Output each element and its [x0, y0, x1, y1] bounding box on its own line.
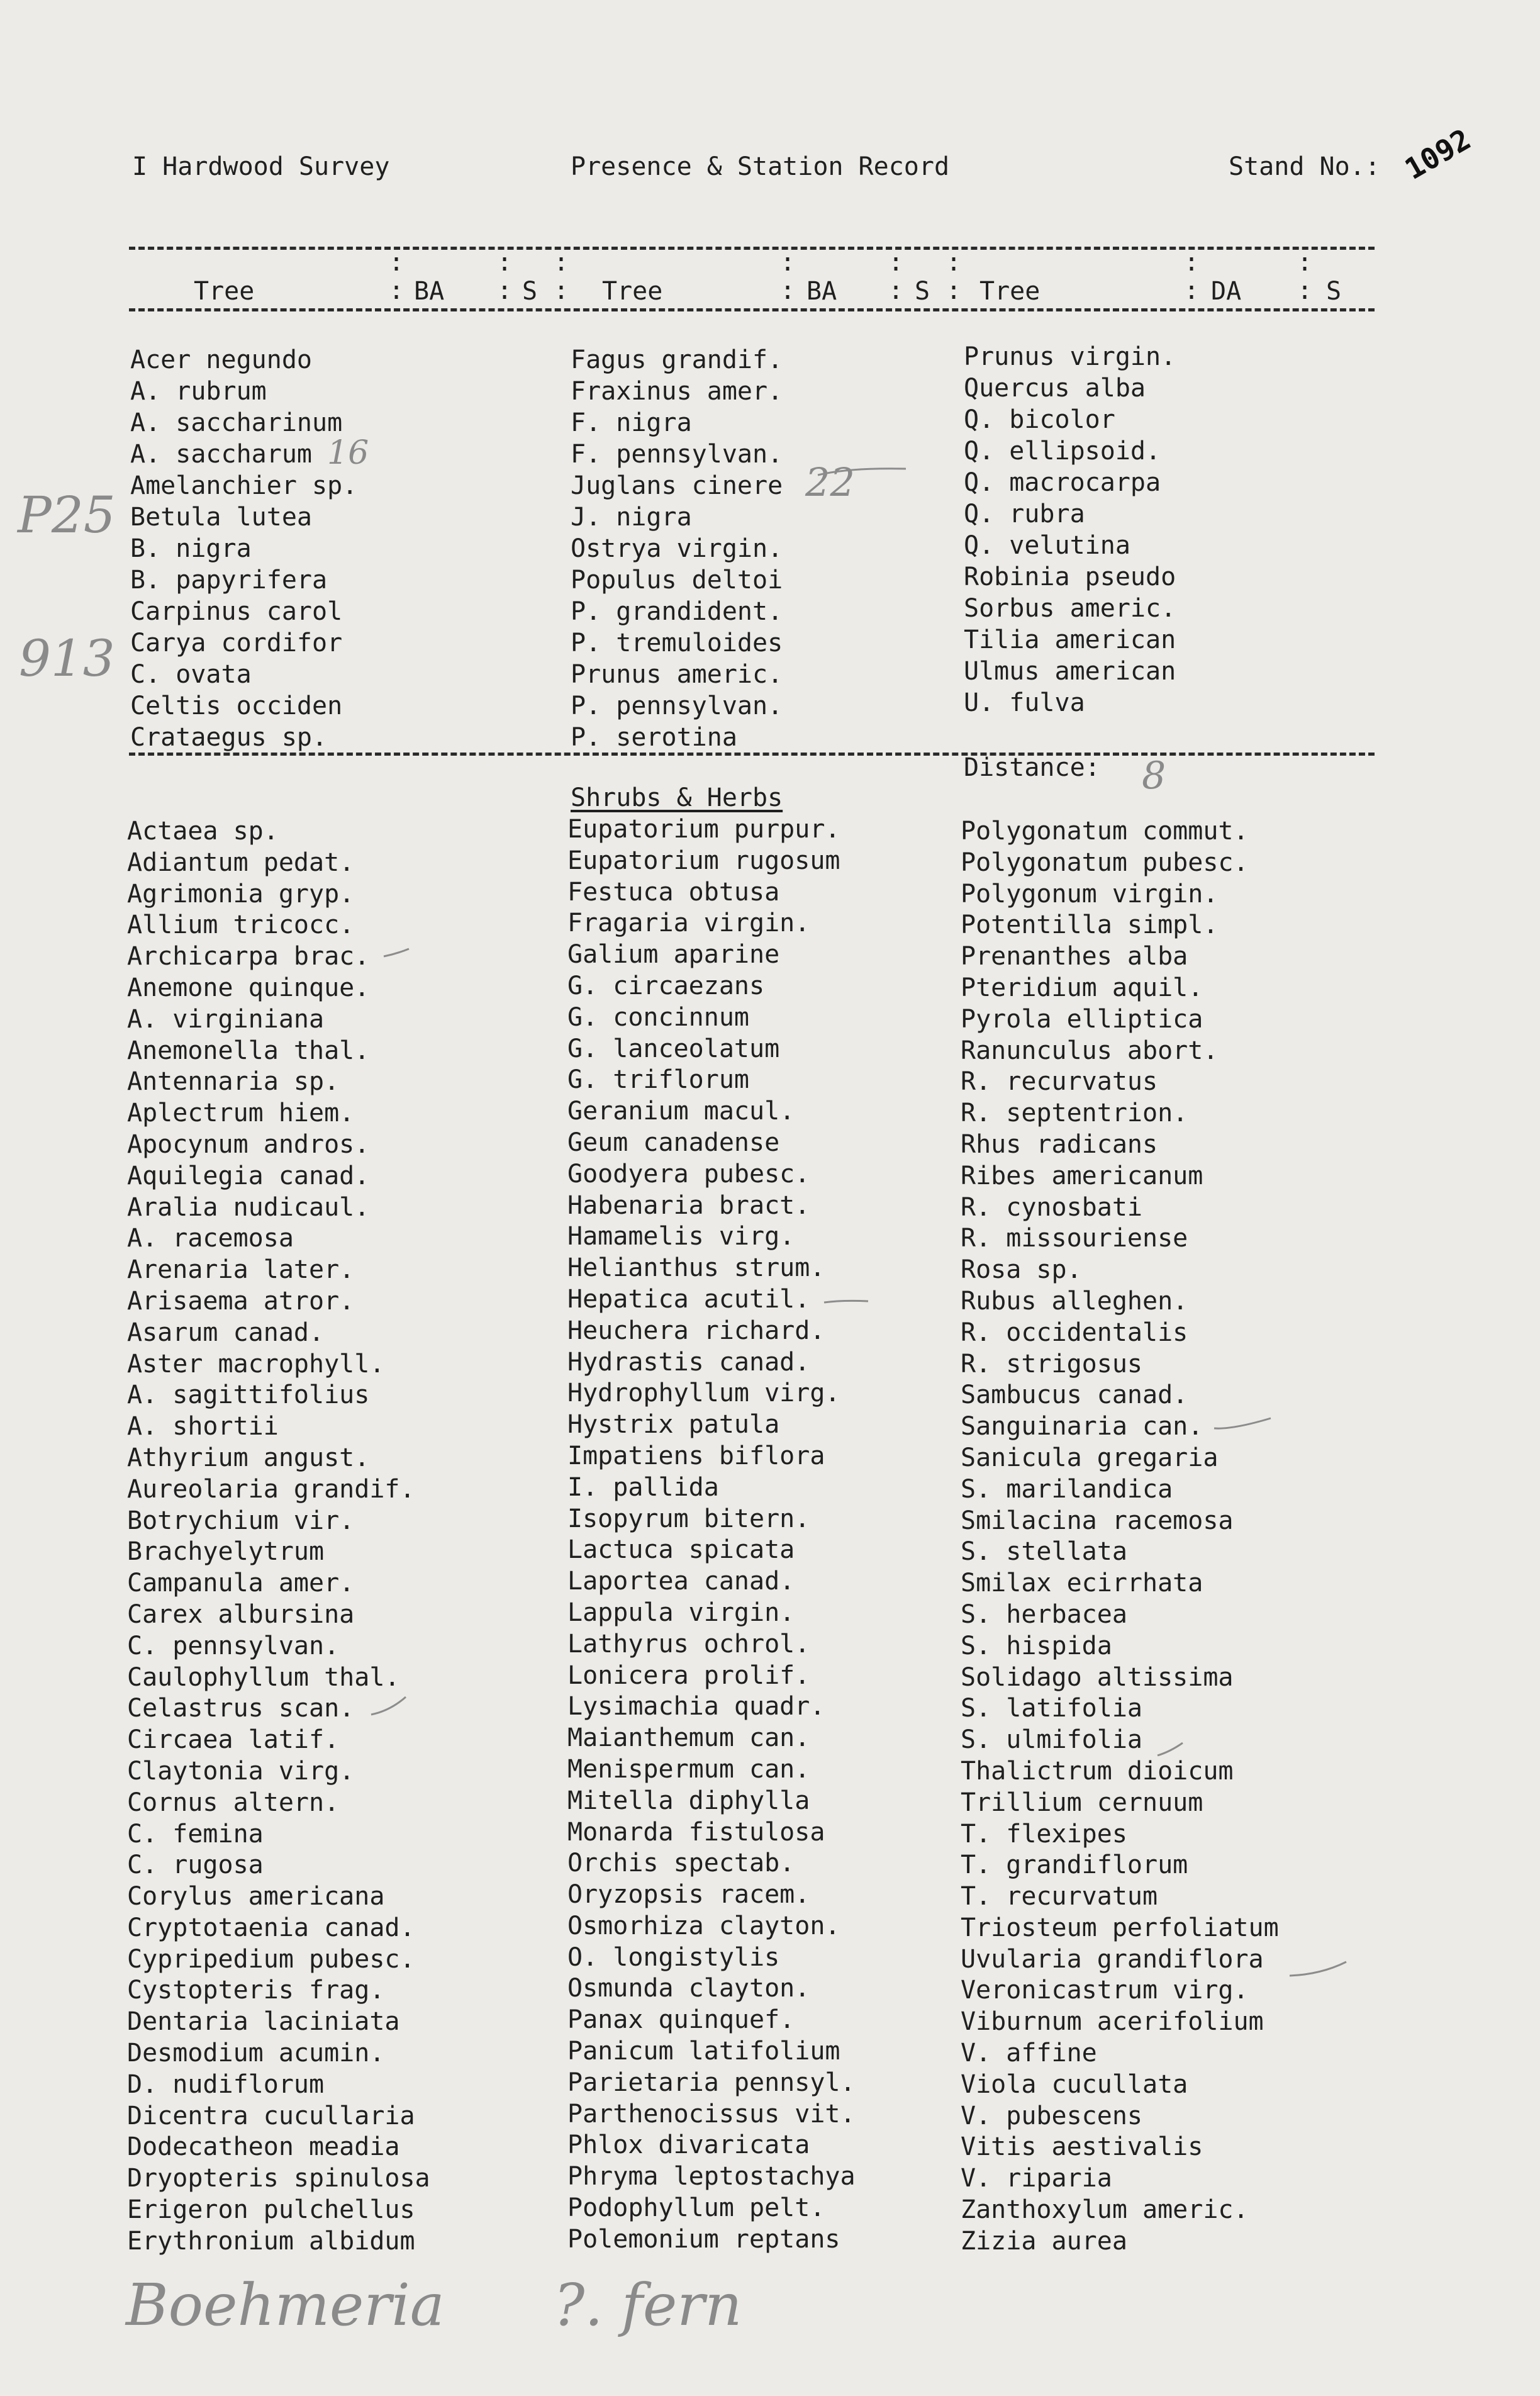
list-item: T. grandiflorum: [961, 1850, 1188, 1880]
col-header-s: S: [1326, 277, 1342, 306]
list-item: G. lanceolatum: [567, 1034, 780, 1063]
herb-list-col3: [961, 816, 1279, 2258]
list-item: Celtis occiden: [130, 691, 343, 720]
list-item: Corylus americana: [127, 1882, 385, 1912]
list-item: Podophyllum pelt.: [567, 2193, 825, 2223]
list-item: V. affine: [961, 2039, 1097, 2068]
list-item: Smilacina racemosa: [961, 1506, 1234, 1535]
handwritten-22: 22: [805, 459, 855, 505]
list-item: Rhus radicans: [961, 1129, 1158, 1159]
record-title: Presence & Station Record: [571, 152, 950, 181]
list-item: Botrychium vir.: [127, 1506, 355, 1535]
list-item: R. occidentalis: [961, 1318, 1188, 1347]
list-item: Eupatorium rugosum: [567, 846, 840, 875]
list-item: Hydrophyllum virg.: [567, 1379, 840, 1408]
column-separator: : :: [780, 248, 796, 305]
column-separator: : :: [1297, 248, 1313, 305]
tree-list-col2: [571, 344, 783, 753]
handwritten-boehmeria: Boehmeria: [126, 2271, 445, 2339]
col-header-tree: Tree: [602, 277, 663, 306]
column-separator: : :: [946, 248, 962, 305]
handwritten-913: 913: [19, 629, 115, 688]
list-item: G. circaezans: [567, 971, 765, 1000]
list-item: Polygonum virgin.: [961, 879, 1219, 909]
list-item: Aplectrum hiem.: [127, 1099, 355, 1128]
list-item: Thalictrum dioicum: [961, 1756, 1234, 1786]
list-item: Aster macrophyll.: [127, 1349, 385, 1379]
list-item: Phryma leptostachya: [567, 2162, 856, 2192]
list-item: Potentilla simpl.: [961, 910, 1219, 940]
list-item: Carya cordifor: [130, 629, 343, 658]
list-item: Carpinus carol: [130, 597, 343, 626]
list-item: C. ovata: [130, 660, 252, 689]
list-item: Goodyera pubesc.: [567, 1159, 810, 1189]
list-item: Menispermum can.: [567, 1754, 810, 1784]
list-item: A. rubrum: [130, 377, 267, 406]
list-item: Campanula amer.: [127, 1569, 355, 1598]
tick-mark: [1290, 1962, 1346, 1976]
shrubs-heading: Shrubs & Herbs: [571, 783, 783, 812]
list-item: Athyrium angust.: [127, 1443, 370, 1472]
list-item: Arenaria later.: [127, 1255, 355, 1285]
list-item: Hystrix patula: [567, 1410, 780, 1440]
herb-list-col2: [567, 814, 856, 2256]
list-item: Phlox divaricata: [567, 2130, 810, 2160]
col-header-ba: BA: [806, 277, 837, 306]
list-item: V. pubescens: [961, 2101, 1142, 2130]
list-item: Laportea canad.: [567, 1567, 795, 1596]
list-item: Dicentra cucullaria: [127, 2101, 415, 2130]
list-item: Prenanthes alba: [961, 942, 1188, 971]
stand-number-stamp: 1092: [1398, 121, 1476, 187]
list-item: A. saccharinum: [130, 408, 343, 437]
list-item: Polygonatum commut.: [961, 817, 1249, 846]
list-item: Lonicera prolif.: [567, 1660, 810, 1690]
list-item: Erythronium albidum: [127, 2226, 415, 2256]
list-item: Ranunculus abort.: [961, 1036, 1219, 1065]
distance-label: Distance:: [964, 753, 1100, 782]
handwritten-8: 8: [1142, 754, 1166, 798]
list-item: T. recurvatum: [961, 1882, 1158, 1912]
list-item: Dryopteris spinulosa: [127, 2164, 430, 2193]
list-item: Zanthoxylum americ.: [961, 2195, 1249, 2225]
list-item: R. recurvatus: [961, 1067, 1158, 1097]
list-item: Quercus alba: [964, 374, 1146, 403]
list-item: Ulmus american: [964, 657, 1176, 686]
col-header-s: S: [915, 277, 930, 306]
list-item: Geum canadense: [567, 1128, 780, 1157]
list-item: Aureolaria grandif.: [127, 1474, 415, 1504]
list-item: B. nigra: [130, 534, 252, 563]
list-item: Impatiens biflora: [567, 1441, 825, 1470]
tree-list-col3: [964, 341, 1176, 719]
list-item: Viburnum acerifolium: [961, 2007, 1264, 2037]
list-item: P. grandident.: [571, 597, 783, 626]
list-item: Dentaria laciniata: [127, 2007, 400, 2037]
list-item: Parthenocissus vit.: [567, 2099, 856, 2129]
list-item: Amelanchier sp.: [130, 471, 358, 500]
list-item: Actaea sp.: [127, 817, 279, 846]
list-item: Galium aparine: [567, 940, 780, 970]
list-item: Sorbus americ.: [964, 594, 1176, 623]
list-item: Pteridium aquil.: [961, 973, 1203, 1002]
list-item: A. racemosa: [127, 1224, 294, 1253]
col-header-tree: Tree: [979, 277, 1041, 306]
list-item: S. hispida: [961, 1631, 1112, 1660]
list-item: Arisaema atror.: [127, 1286, 355, 1316]
list-item: V. riparia: [961, 2164, 1112, 2193]
handwritten-16: 16: [327, 434, 369, 472]
list-item: Q. bicolor: [964, 405, 1115, 434]
list-item: Claytonia virg.: [127, 1756, 355, 1786]
list-item: Acer negundo: [130, 345, 312, 374]
list-item: A. virginiana: [127, 1004, 325, 1034]
list-item: U. fulva: [964, 688, 1085, 717]
list-item: S. marilandica: [961, 1474, 1173, 1504]
list-item: S. herbacea: [961, 1599, 1127, 1629]
col-header-ba: BA: [414, 277, 445, 306]
list-item: Isopyrum bitern.: [567, 1504, 810, 1533]
list-item: R. cynosbati: [961, 1192, 1142, 1222]
col-header-tree: Tree: [194, 277, 255, 306]
list-item: I. pallida: [567, 1472, 719, 1502]
list-item: Asarum canad.: [127, 1318, 325, 1347]
list-item: Lactuca spicata: [567, 1535, 795, 1565]
list-item: Rubus alleghen.: [961, 1286, 1188, 1316]
header-rule: [129, 308, 1375, 311]
list-item: Tilia american: [964, 625, 1176, 654]
col-header-s: S: [522, 277, 538, 306]
list-item: Q. ellipsoid.: [964, 437, 1161, 466]
list-item: Betula lutea: [130, 503, 312, 532]
list-item: Habenaria bract.: [567, 1190, 810, 1220]
list-item: Q. rubra: [964, 500, 1085, 529]
list-item: P. pennsylvan.: [571, 691, 783, 720]
list-item: C. femina: [127, 1819, 264, 1849]
list-item: A. sagittifolius: [127, 1380, 370, 1410]
list-item: Robinia pseudo: [964, 563, 1176, 591]
column-separator: : :: [497, 248, 513, 305]
list-item: Heuchera richard.: [567, 1316, 825, 1345]
list-item: S. stellata: [961, 1537, 1127, 1567]
list-item: Cornus altern.: [127, 1788, 340, 1817]
list-item: Erigeron pulchellus: [127, 2195, 415, 2225]
col-header-da: DA: [1211, 277, 1242, 306]
list-item: R. strigosus: [961, 1349, 1142, 1379]
list-item: Polygonatum pubesc.: [961, 848, 1249, 877]
list-item: Festuca obtusa: [567, 877, 780, 907]
list-item: A. saccharum: [130, 440, 312, 469]
list-item: Helianthus strum.: [567, 1253, 825, 1283]
column-separator: : :: [888, 248, 904, 305]
list-item: Smilax ecirrhata: [961, 1569, 1203, 1598]
list-item: Lathyrus ochrol.: [567, 1629, 810, 1659]
list-item: Lappula virgin.: [567, 1598, 795, 1627]
list-item: Archicarpa brac.: [127, 942, 370, 971]
list-item: Monarda fistulosa: [567, 1817, 825, 1847]
list-item: P. tremuloides: [571, 629, 783, 658]
list-item: Prunus virgin.: [964, 342, 1176, 371]
tree-list-col1: [130, 344, 357, 753]
list-item: Prunus americ.: [571, 660, 783, 689]
column-separator: : :: [1184, 248, 1200, 305]
list-item: Zizia aurea: [961, 2226, 1127, 2256]
list-item: S. latifolia: [961, 1694, 1142, 1723]
list-item: Circaea latif.: [127, 1725, 340, 1755]
list-item: Panax quinquef.: [567, 2005, 795, 2035]
list-item: C. pennsylvan.: [127, 1631, 340, 1660]
list-item: R. septentrion.: [961, 1099, 1188, 1128]
list-item: Triosteum perfoliatum: [961, 1913, 1279, 1942]
list-item: Fraxinus amer.: [571, 377, 783, 406]
list-item: D. nudiflorum: [127, 2069, 325, 2099]
list-item: Polemonium reptans: [567, 2224, 840, 2254]
list-item: Antennaria sp.: [127, 1067, 340, 1097]
list-item: Sambucus canad.: [961, 1380, 1188, 1410]
list-item: Uvularia grandiflora: [961, 1944, 1264, 1974]
list-item: Juglans cinere: [571, 471, 783, 500]
column-separator: : :: [554, 248, 569, 305]
list-item: Parietaria pennsyl.: [567, 2068, 856, 2097]
list-item: F. pennsylvan.: [571, 440, 783, 469]
list-item: Hamamelis virg.: [567, 1222, 795, 1251]
list-item: Viola cucullata: [961, 2069, 1188, 2099]
list-item: Caulophyllum thal.: [127, 1662, 400, 1692]
list-item: Panicum latifolium: [567, 2037, 840, 2066]
list-item: B. papyrifera: [130, 566, 328, 595]
trees-bottom-rule: [129, 753, 1375, 756]
list-item: S. ulmifolia: [961, 1725, 1142, 1755]
stand-label: Stand No.:: [1229, 152, 1380, 181]
list-item: Ribes americanum: [961, 1161, 1203, 1190]
list-item: Osmorhiza clayton.: [567, 1911, 840, 1940]
list-item: Osmunda clayton.: [567, 1974, 810, 2003]
list-item: Crataegus sp.: [130, 723, 328, 752]
list-item: C. rugosa: [127, 1850, 264, 1880]
list-item: Lysimachia quadr.: [567, 1692, 825, 1721]
list-item: Aquilegia canad.: [127, 1161, 370, 1190]
list-item: Solidago altissima: [961, 1662, 1234, 1692]
column-separator: : :: [389, 248, 405, 305]
list-item: Orchis spectab.: [567, 1849, 795, 1878]
list-item: Allium tricocc.: [127, 910, 355, 940]
list-item: F. nigra: [571, 408, 692, 437]
list-item: Pyrola elliptica: [961, 1004, 1203, 1034]
list-item: Carex albursina: [127, 1599, 355, 1629]
list-item: Dodecatheon meadia: [127, 2132, 400, 2162]
list-item: Vitis aestivalis: [961, 2132, 1203, 2162]
list-item: Adiantum pedat.: [127, 848, 355, 877]
list-item: Cystopteris frag.: [127, 1976, 385, 2005]
list-item: Cryptotaenia canad.: [127, 1913, 415, 1942]
list-item: T. flexipes: [961, 1819, 1127, 1849]
list-item: J. nigra: [571, 503, 692, 532]
list-item: Fragaria virgin.: [567, 909, 810, 938]
survey-title: I Hardwood Survey: [132, 152, 390, 181]
list-item: Oryzopsis racem.: [567, 1880, 810, 1910]
list-item: A. shortii: [127, 1412, 279, 1442]
list-item: Anemone quinque.: [127, 973, 370, 1002]
list-item: Apocynum andros.: [127, 1129, 370, 1159]
list-item: Cypripedium pubesc.: [127, 1944, 415, 1974]
list-item: G. concinnum: [567, 1002, 749, 1032]
list-item: Trillium cernuum: [961, 1788, 1203, 1817]
list-item: Veronicastrum virg.: [961, 1976, 1249, 2005]
list-item: Q. macrocarpa: [964, 468, 1161, 497]
list-item: Maianthemum can.: [567, 1723, 810, 1753]
list-item: Brachyelytrum: [127, 1537, 325, 1567]
list-item: Fagus grandif.: [571, 345, 783, 374]
list-item: G. triflorum: [567, 1065, 749, 1095]
list-item: Hydrastis canad.: [567, 1347, 810, 1377]
list-item: R. missouriense: [961, 1224, 1188, 1253]
list-item: Q. velutina: [964, 531, 1130, 560]
list-item: Ostrya virgin.: [571, 534, 783, 563]
list-item: O. longistylis: [567, 1942, 780, 1972]
list-item: Mitella diphylla: [567, 1786, 810, 1815]
list-item: Celastrus scan.: [127, 1694, 355, 1723]
list-item: Sanicula gregaria: [961, 1443, 1219, 1472]
herb-list-col1: [127, 816, 430, 2258]
list-item: Anemonella thal.: [127, 1036, 370, 1065]
list-item: P. serotina: [571, 723, 737, 752]
list-item: Hepatica acutil.: [567, 1284, 810, 1314]
list-item: Populus deltoi: [571, 566, 783, 595]
list-item: Rosa sp.: [961, 1255, 1082, 1285]
handwritten-p25: P25: [18, 486, 116, 544]
list-item: Sanguinaria can.: [961, 1412, 1203, 1442]
list-item: Aralia nudicaul.: [127, 1192, 370, 1222]
handwritten-fern: ?. fern: [554, 2271, 742, 2339]
list-item: Eupatorium purpur.: [567, 815, 840, 844]
list-item: Agrimonia gryp.: [127, 879, 355, 909]
list-item: Desmodium acumin.: [127, 2039, 385, 2068]
list-item: Geranium macul.: [567, 1097, 795, 1126]
